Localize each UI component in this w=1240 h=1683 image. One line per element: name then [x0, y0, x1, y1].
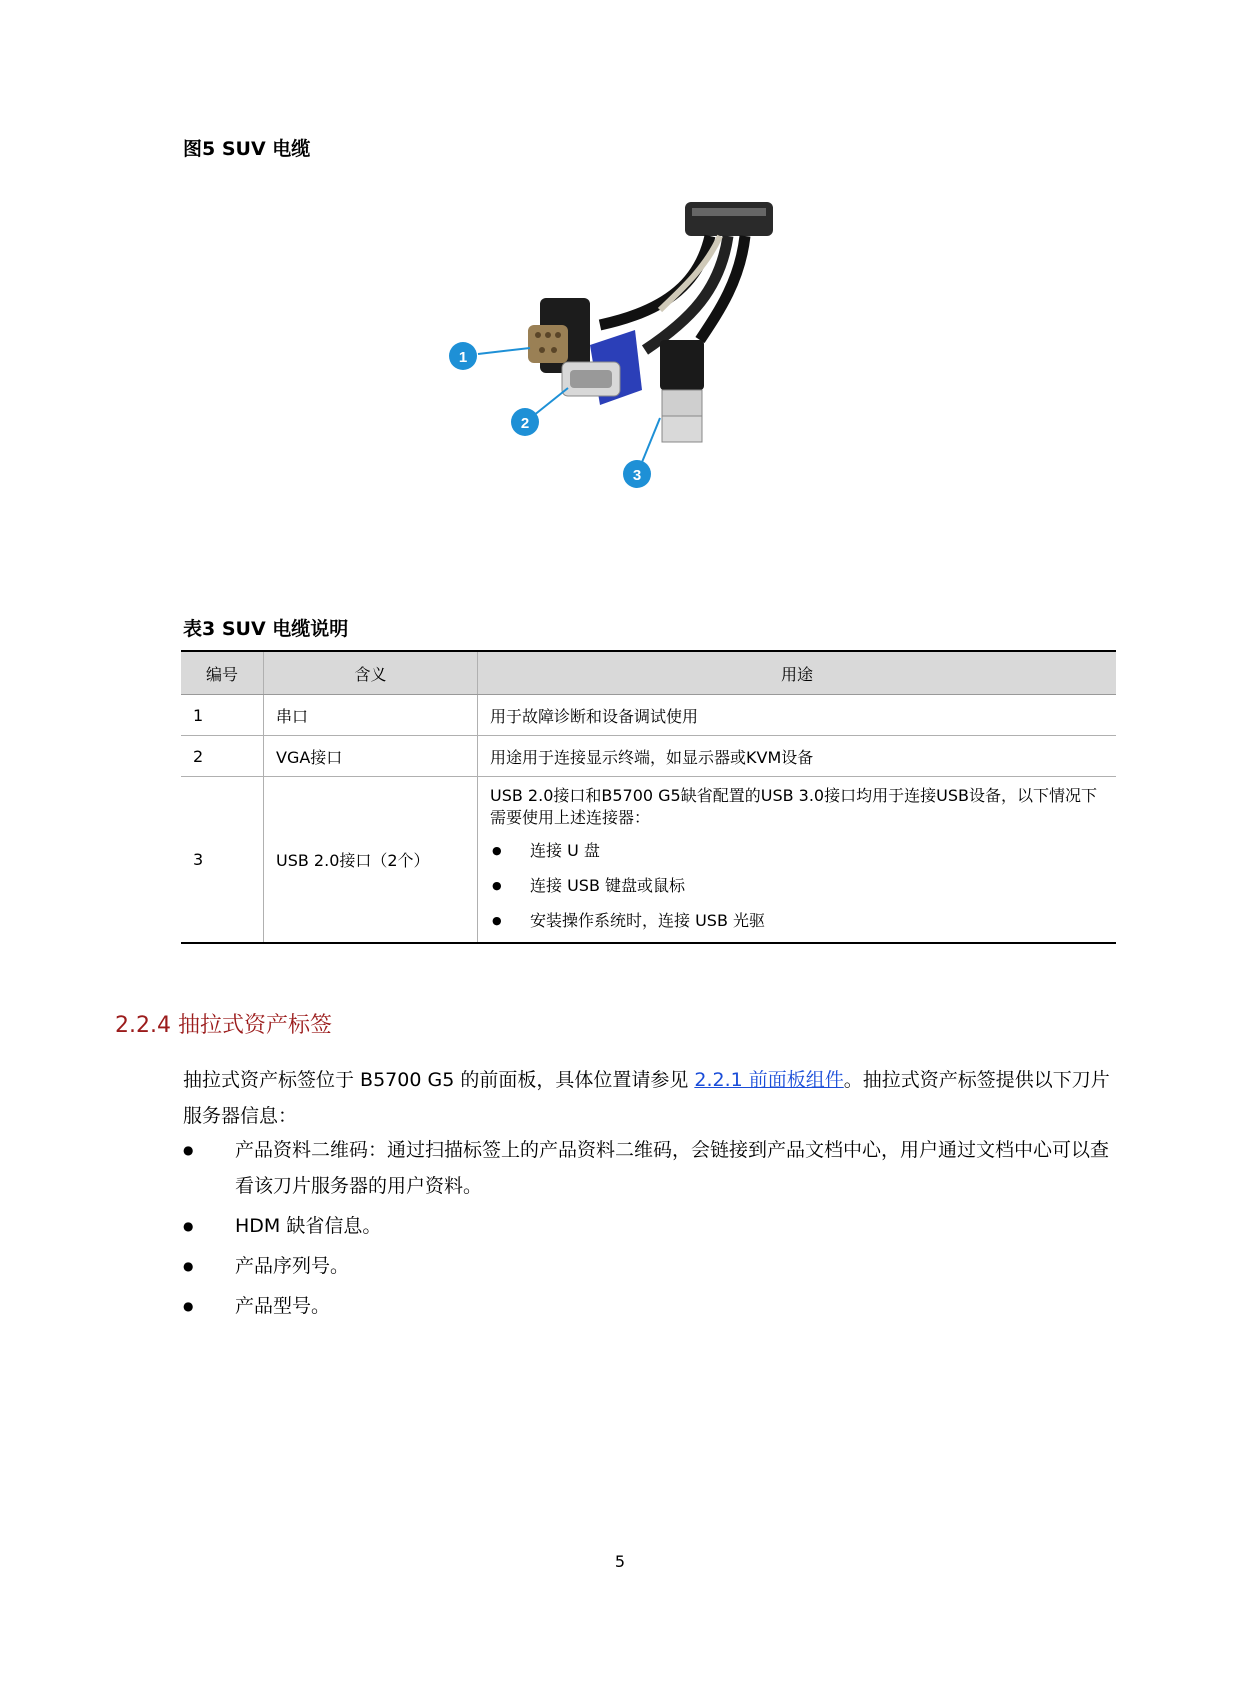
header-number: 编号 [181, 651, 264, 695]
table-caption: 表3 SUV 电缆说明 [183, 618, 349, 640]
row-usage: 用于故障诊断和设备调试使用 [478, 695, 1117, 736]
figure-caption: 图5 SUV 电缆 [183, 138, 311, 160]
list-item: ● 产品型号。 [183, 1288, 1116, 1324]
table-row [181, 777, 1116, 944]
row-meaning: 串口 [264, 695, 478, 736]
row-meaning: USB 2.0接口（2个） [264, 777, 478, 944]
usage-bullet-list [490, 833, 1104, 938]
row-usage: 用途用于连接显示终端，如显示器或KVM设备 [478, 736, 1117, 777]
list-item: ● 连接 USB 键盘或鼠标 [490, 868, 1104, 903]
row-number: 1 [181, 695, 264, 736]
header-usage: 用途 [478, 651, 1117, 695]
callout-3-label: 3 [632, 467, 642, 484]
row-usage: USB 2.0接口和B5700 G5缺省配置的USB 3.0接口均用于连接USB设备，以下情况下需要使用上述连接器： [490, 786, 1097, 827]
suv-cable-table [181, 650, 1116, 944]
row-meaning: VGA接口 [264, 736, 478, 777]
suv-cable-image [458, 200, 840, 530]
usb-port-1 [662, 390, 702, 416]
row-number: 3 [181, 777, 264, 944]
cable-head-connector [685, 202, 773, 236]
row-usage-cell [478, 777, 1117, 944]
section-intro [183, 1062, 1116, 1134]
list-item: ● 产品序列号。 [183, 1248, 1116, 1284]
list-item: ● 安装操作系统时，连接 USB 光驱 [490, 903, 1104, 938]
section-heading: 2.2.4 抽拉式资产标签 [115, 1013, 332, 1038]
list-item: ● 产品资料二维码：通过扫描标签上的产品资料二维码，会链接到产品文档中心，用户通过文档中心可以查看该刀片服务器的用户资料。 [183, 1132, 1116, 1204]
table-row [181, 695, 1116, 736]
usb-port-2 [662, 416, 702, 442]
table-row [181, 736, 1116, 777]
front-panel-link[interactable]: 2.2.1 前面板组件 [694, 1069, 844, 1091]
table-header-row [181, 651, 1116, 695]
asset-tag-info-list [183, 1132, 1116, 1328]
vga-cable [645, 236, 728, 350]
row-number: 2 [181, 736, 264, 777]
intro-text-after: 。抽拉式资产标签提供以下刀片服务器信息： [183, 1069, 1110, 1127]
callout-1-label: 1 [458, 349, 468, 366]
page-number: 5 [614, 1552, 626, 1571]
serial-pins [528, 325, 568, 363]
intro-text-before: 抽拉式资产标签位于 B5700 G5 的前面板，具体位置请参见 [183, 1069, 695, 1091]
suv-cable-figure [458, 200, 840, 530]
list-item: ● 连接 U 盘 [490, 833, 1104, 868]
usb-connector-body [660, 340, 704, 390]
callout-2-label: 2 [520, 415, 530, 432]
list-item: ● HDM 缺省信息。 [183, 1208, 1116, 1244]
header-meaning: 含义 [264, 651, 478, 695]
